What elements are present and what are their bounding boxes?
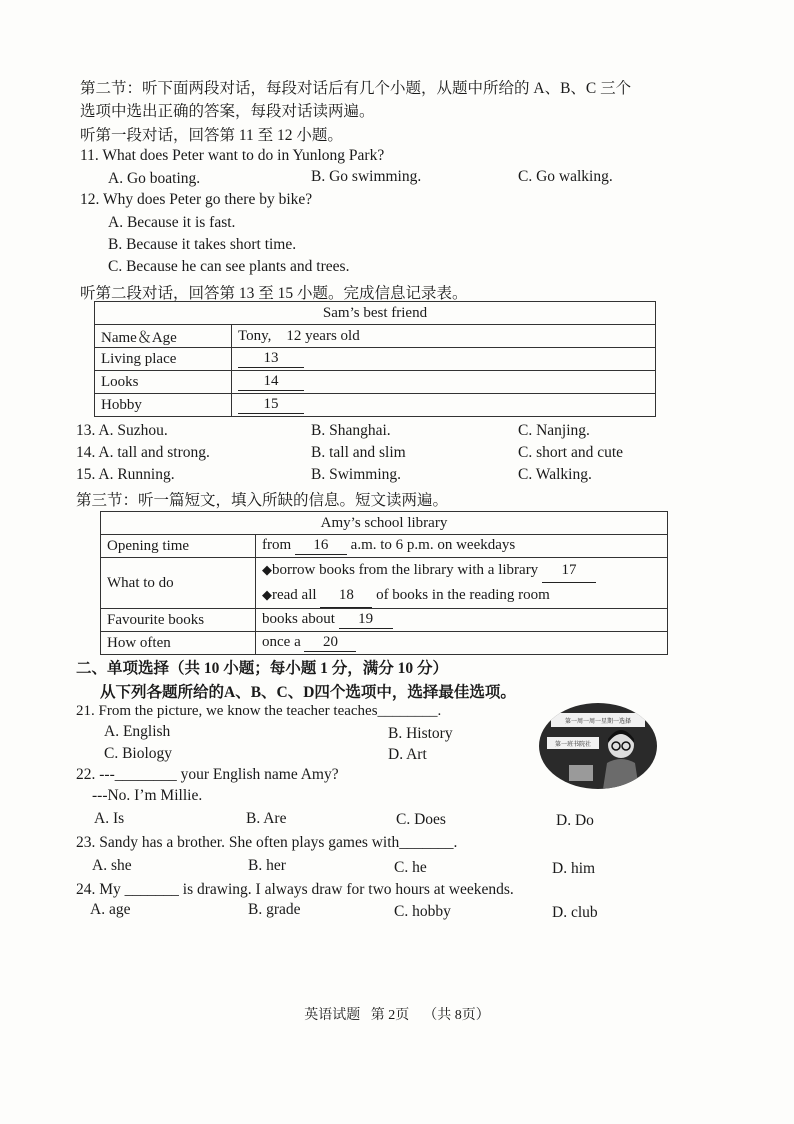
- q23-stem: 23. Sandy has a brother. She often plays games with_______.: [76, 834, 458, 851]
- opening-pre: from: [262, 537, 292, 553]
- teacher-picture: [539, 703, 657, 789]
- q24-option-c[interactable]: C. hobby: [394, 903, 451, 920]
- q14-option-b[interactable]: B. tall and slim: [311, 444, 406, 461]
- diamond-bullet-icon: ◆: [262, 562, 272, 577]
- table2-title: Amy’s school library: [101, 512, 668, 535]
- q21-option-d[interactable]: D. Art: [388, 746, 427, 763]
- table1-label-name-age: Name＆Age: [95, 325, 232, 348]
- section2-instruction-line1: 第二节：听下面两段对话，每段对话后有几个小题，从题中所给的 A、B、C 三个: [80, 80, 632, 97]
- blank-18[interactable]: 18: [320, 583, 372, 608]
- opening-post: a.m. to 6 p.m. on weekdays: [350, 537, 516, 553]
- often-pre: once a: [262, 634, 301, 650]
- page-footer: 英语试题 第 2页 （共 8页）: [304, 1008, 490, 1023]
- q11-stem: 11. What does Peter want to do in Yunlong Park?: [80, 147, 385, 164]
- table1-label-looks: Looks: [95, 371, 232, 394]
- section2-instruction-line2: 选项中选出正确的答案，每段对话读两遍。: [80, 103, 375, 120]
- blank-14[interactable]: 14: [238, 373, 304, 391]
- todo1-text: borrow books from the library with a library: [272, 562, 539, 578]
- sams-best-friend-table: [94, 301, 656, 417]
- q13-option-a[interactable]: 13. A. Suzhou.: [76, 422, 168, 439]
- section3-instruction: 第三节：听一篇短文，填入所缺的信息。短文读两遍。: [76, 492, 449, 509]
- table1-label-living-place: Living place: [95, 348, 232, 371]
- blank-16[interactable]: 16: [295, 537, 347, 555]
- table2-label-opening-time: Opening time: [101, 535, 256, 558]
- fav-pre: books about: [262, 611, 335, 627]
- q13-option-c[interactable]: C. Nanjing.: [518, 422, 590, 439]
- q14-option-c[interactable]: C. short and cute: [518, 444, 624, 461]
- dialog1-intro: 听第一段对话，回答第 11 至 12 小题。: [80, 127, 343, 144]
- part2-heading: 二、单项选择（共 10 小题；每小题 1 分，满分 10 分）: [76, 660, 449, 677]
- q21-option-a[interactable]: A. English: [104, 723, 171, 740]
- dialog2-intro: 听第二段对话，回答第 13 至 15 小题。完成信息记录表。: [80, 285, 468, 302]
- blank-13[interactable]: 13: [238, 350, 304, 368]
- amys-school-library-table: [100, 511, 668, 655]
- table1-label-hobby: Hobby: [95, 394, 232, 417]
- q24-option-d[interactable]: D. club: [552, 904, 598, 921]
- blank-19[interactable]: 19: [339, 611, 393, 629]
- table1-title: Sam’s best friend: [95, 302, 656, 325]
- blank-20[interactable]: 20: [304, 634, 356, 652]
- q12-option-b[interactable]: B. Because it takes short time.: [108, 236, 297, 253]
- q24-option-b[interactable]: B. grade: [248, 901, 301, 918]
- part2-instruction: 从下列各题所给的A、B、C、D四个选项中，选择最佳选项。: [100, 684, 516, 701]
- table1-value-name-age: Tony, 12 years old: [232, 325, 656, 348]
- q23-option-c[interactable]: C. he: [394, 859, 427, 876]
- q22-option-c[interactable]: C. Does: [396, 811, 446, 828]
- q14-option-a[interactable]: 14. A. tall and strong.: [76, 444, 210, 461]
- q11-option-a[interactable]: A. Go boating.: [108, 170, 201, 187]
- q22-stem: 22. ---________ your English name Amy?: [76, 766, 339, 783]
- q24-stem: 24. My _______ is drawing. I always draw for two hours at weekends.: [76, 881, 514, 898]
- q21-option-c[interactable]: C. Biology: [104, 745, 173, 762]
- q12-option-a[interactable]: A. Because it is fast.: [108, 214, 236, 231]
- q21-option-b[interactable]: B. History: [388, 725, 453, 742]
- q15-option-c[interactable]: C. Walking.: [518, 466, 592, 483]
- q22-reply: ---No. I’m Millie.: [92, 787, 203, 804]
- blank-17[interactable]: 17: [542, 558, 596, 583]
- q15-option-a[interactable]: 15. A. Running.: [76, 466, 175, 483]
- table2-label-how-often: How often: [101, 632, 256, 655]
- table2-label-what-to-do: What to do: [101, 558, 256, 609]
- table2-label-favourite-books: Favourite books: [101, 609, 256, 632]
- q23-option-d[interactable]: D. him: [552, 860, 596, 877]
- q23-option-a[interactable]: A. she: [92, 857, 132, 874]
- diamond-bullet-icon: ◆: [262, 587, 272, 602]
- board-text: 第一周一周一星期一选择: [564, 718, 632, 725]
- sign-text: 第一班书院社: [554, 741, 592, 748]
- q24-option-a[interactable]: A. age: [90, 901, 131, 918]
- q11-option-c[interactable]: C. Go walking.: [518, 168, 613, 185]
- q11-option-b[interactable]: B. Go swimming.: [311, 168, 422, 185]
- q13-option-b[interactable]: B. Shanghai.: [311, 422, 391, 439]
- q22-option-b[interactable]: B. Are: [246, 810, 287, 827]
- q15-option-b[interactable]: B. Swimming.: [311, 466, 402, 483]
- q23-option-b[interactable]: B. her: [248, 857, 286, 874]
- q12-stem: 12. Why does Peter go there by bike?: [80, 191, 313, 208]
- q22-option-d[interactable]: D. Do: [556, 812, 594, 829]
- q21-stem: 21. From the picture, we know the teacher teaches________.: [76, 703, 442, 719]
- todo2-post: of books in the reading room: [376, 587, 550, 603]
- q22-option-a[interactable]: A. Is: [94, 810, 125, 827]
- todo2-pre: read all: [272, 587, 317, 603]
- q12-option-c[interactable]: C. Because he can see plants and trees.: [108, 258, 350, 275]
- blank-15[interactable]: 15: [238, 396, 304, 414]
